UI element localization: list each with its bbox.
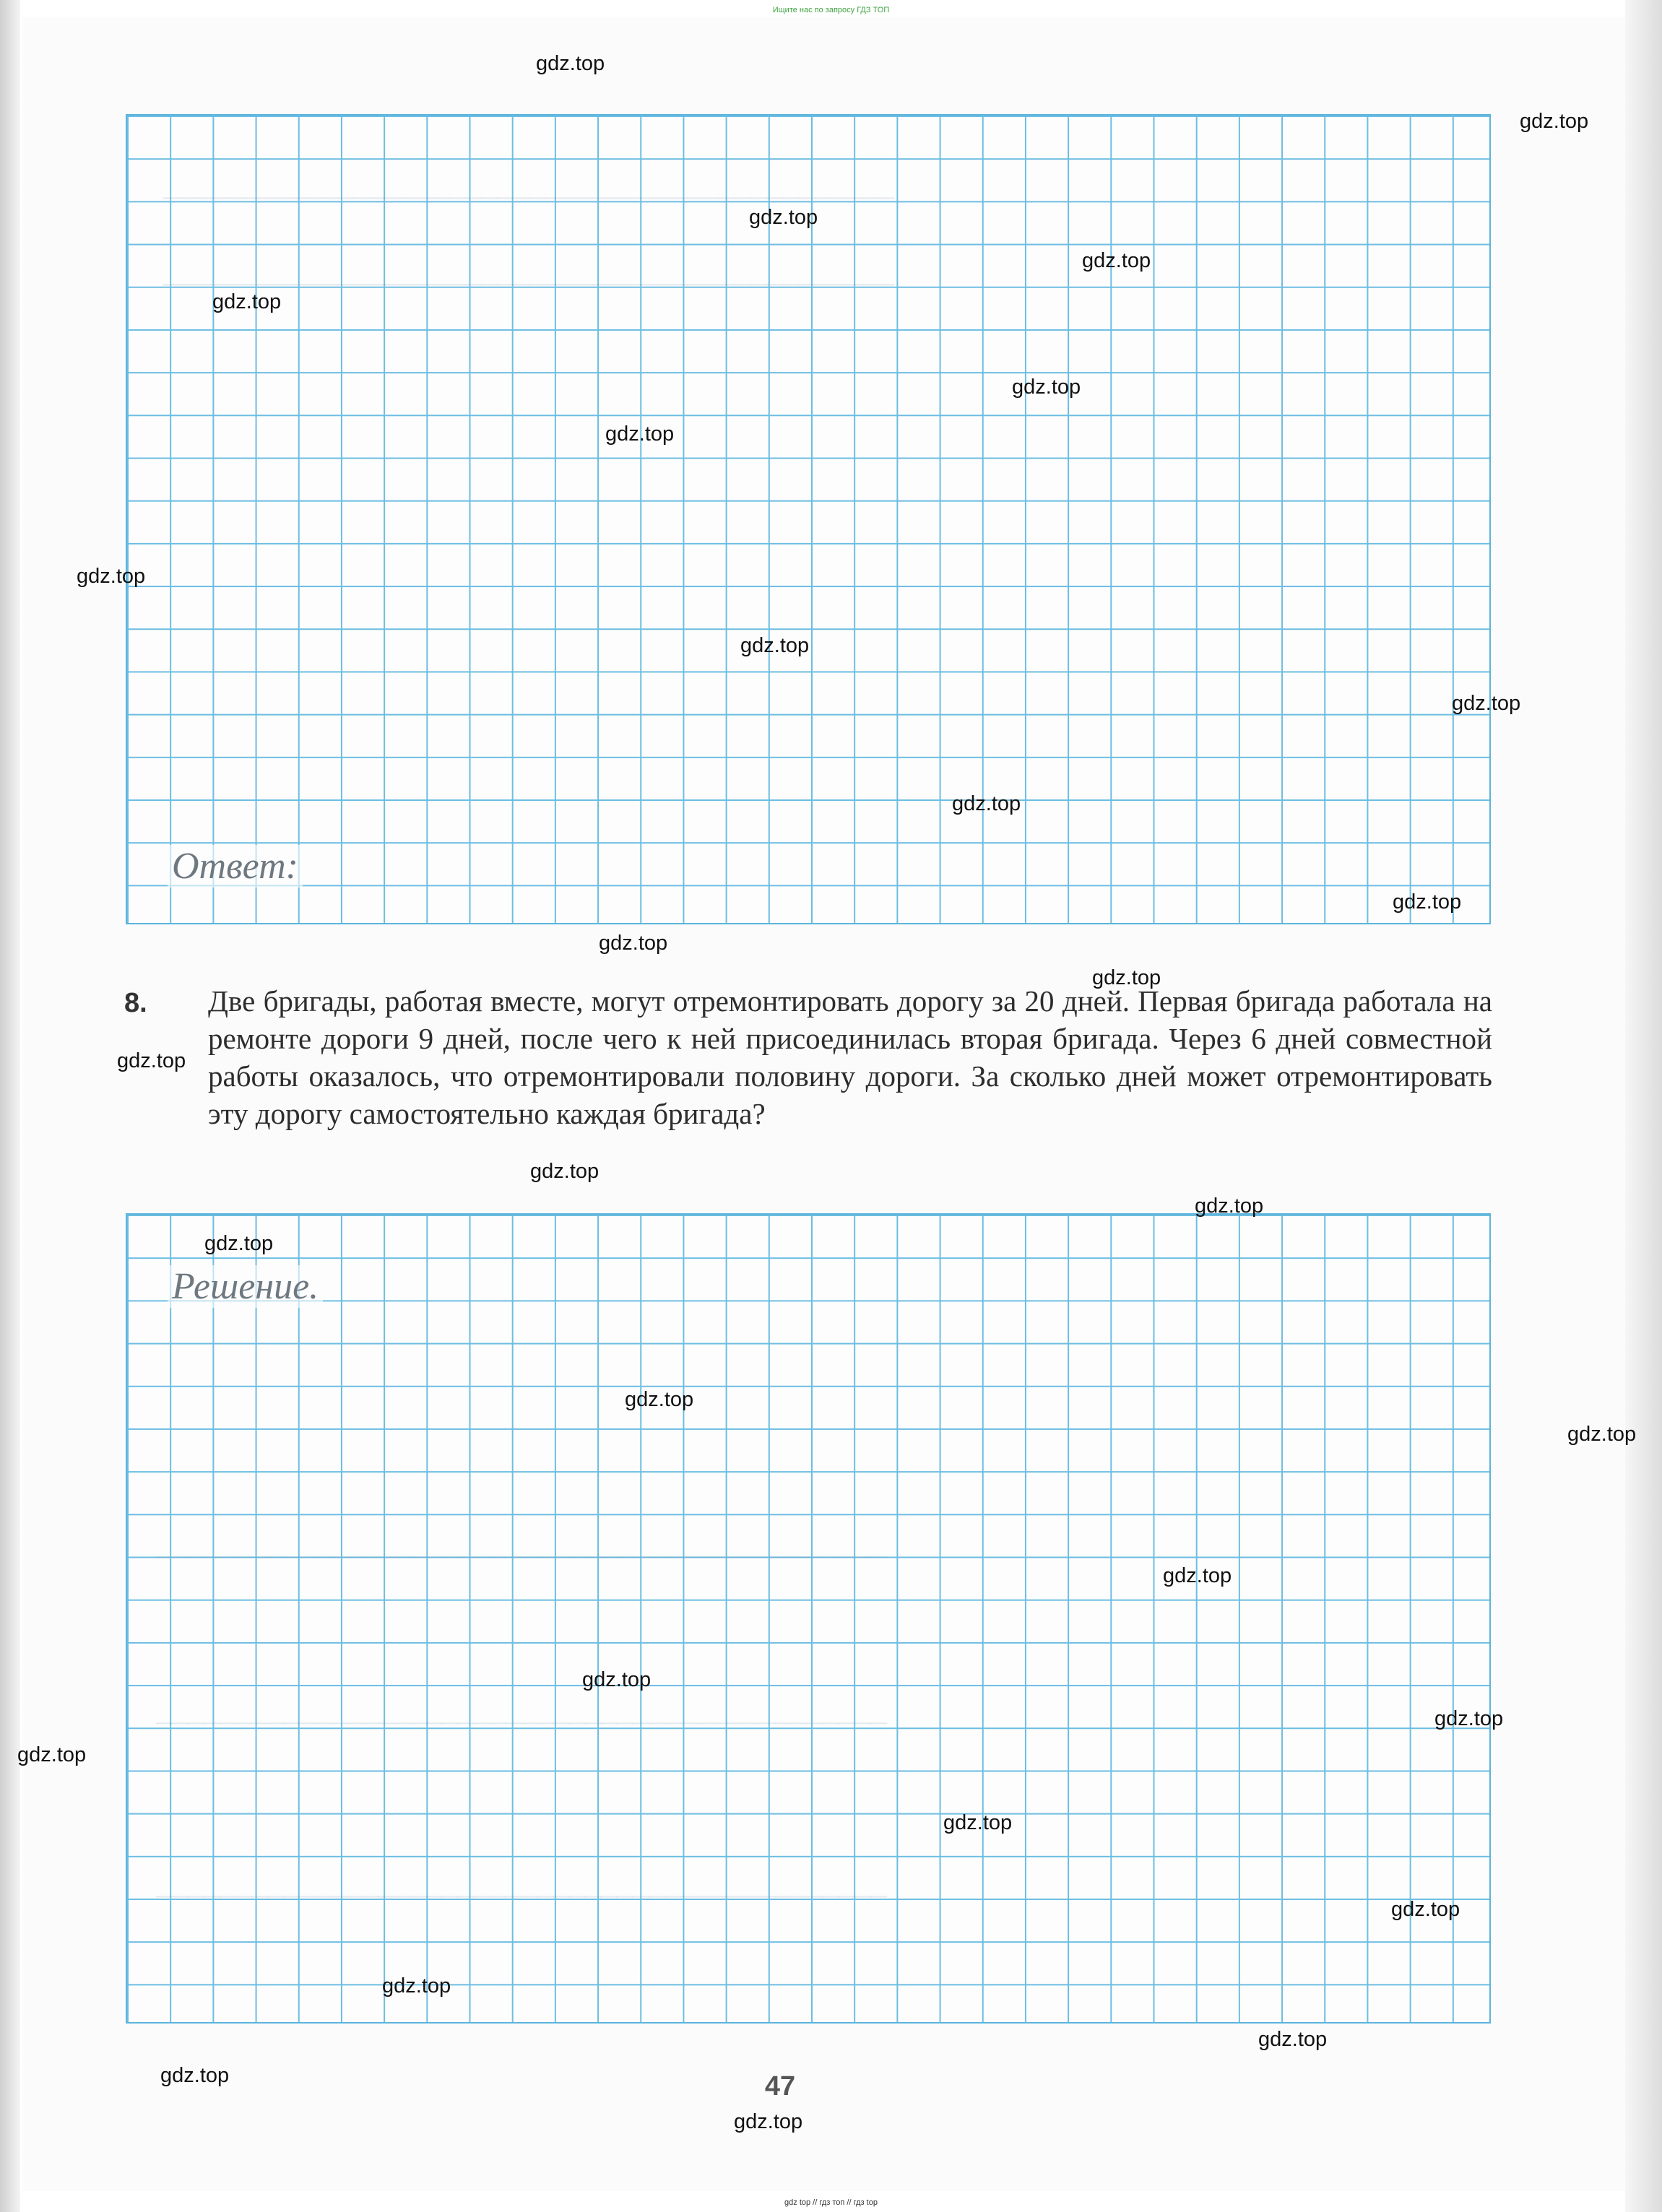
answer-grid-1 (126, 114, 1491, 924)
watermark: gdz.top (749, 206, 818, 229)
solution-grid (126, 1213, 1491, 2024)
watermark: gdz.top (952, 792, 1021, 815)
watermark: gdz.top (1258, 2028, 1328, 2051)
watermark: gdz.top (625, 1388, 694, 1411)
watermark: gdz.top (734, 2110, 803, 2133)
bottom-banner: gdz top // гдз топ // гдз top (784, 2198, 878, 2207)
page-number: 47 (764, 2071, 796, 2102)
watermark: gdz.top (536, 52, 605, 75)
page-edge-shadow (1625, 0, 1662, 2212)
watermark: gdz.top (1393, 890, 1462, 914)
watermark: gdz.top (77, 565, 146, 588)
watermark: gdz.top (1163, 1564, 1232, 1587)
watermark: gdz.top (1452, 692, 1521, 715)
watermark: gdz.top (1092, 966, 1161, 989)
watermark: gdz.top (1567, 1423, 1637, 1446)
watermark: gdz.top (599, 932, 668, 955)
watermark: gdz.top (1434, 1707, 1504, 1730)
watermark: gdz.top (1391, 1898, 1460, 1921)
watermark: gdz.top (530, 1160, 600, 1183)
bleed-through-text: ______________________________________________ (163, 253, 894, 289)
watermark: gdz.top (740, 634, 810, 657)
top-banner: Ищите нас по запросу ГДЗ ТОП (772, 6, 890, 14)
watermark: gdz.top (605, 422, 675, 446)
watermark: gdz.top (204, 1232, 274, 1255)
watermark: gdz.top (160, 2064, 230, 2087)
watermark: gdz.top (943, 1811, 1013, 1834)
watermark: gdz.top (17, 1743, 87, 1766)
solution-label: Решение. (168, 1265, 323, 1308)
watermark: gdz.top (382, 1974, 451, 1998)
watermark: gdz.top (117, 1049, 186, 1072)
watermark: gdz.top (582, 1668, 652, 1691)
watermark: gdz.top (1082, 249, 1151, 272)
bleed-through-text: ______________________________________________ (156, 1692, 887, 1727)
bleed-through-text: ______________________________________________ (156, 1865, 887, 1901)
watermark: gdz.top (212, 290, 282, 313)
task-number: 8. (124, 988, 147, 1018)
bleed-through-text: ______________________________________________ (163, 167, 894, 202)
bleed-through-text: ______________________________________________ (156, 1526, 887, 1561)
watermark: gdz.top (1012, 376, 1081, 399)
book-spine-shadow (0, 0, 20, 2212)
task-text: Две бригады, работая вместе, могут отремонтировать дорогу за 20 дней. Первая бригада работала на ремонте дороги 9 дней, после чего к ней присоединилась вторая бригада. Через 6 дней совместной работы оказалось, что отремонтировали половину дороги. За сколько дней может отремонтировать эту дорогу самостоятельно каждая бригада? (208, 984, 1492, 1130)
watermark: gdz.top (1195, 1194, 1264, 1218)
watermark: gdz.top (1520, 110, 1589, 133)
answer-label: Ответ: (168, 845, 303, 888)
